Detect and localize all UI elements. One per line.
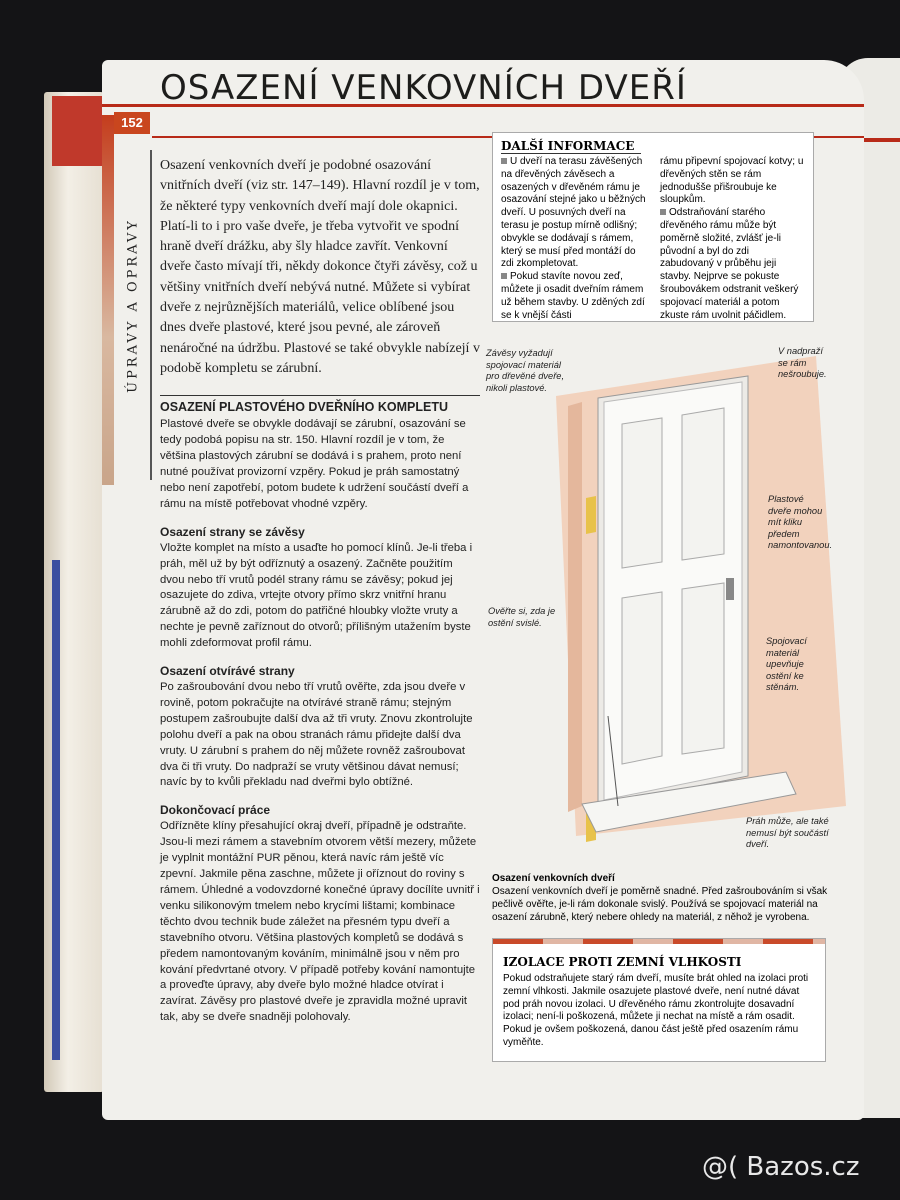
insulation-box [492,938,826,1062]
subheading-hinges: Osazení strany se závěsy [160,524,305,539]
edge-tab-red [52,96,102,166]
bullet-square-icon [660,209,666,215]
book-page [102,60,864,1120]
info-item: rámu připevní spojovací kotvy; u dřevěných stěn se rám jednodušše přišroubuje ke sloupkům. [660,156,804,206]
subheading-finishing: Dokončovací práce [160,803,271,818]
subheading-opening-side: Osazení otvírávé strany [160,664,295,679]
page-title: OSAZENÍ VENKOVNÍCH DVEŘÍ [160,68,687,108]
info-box [492,132,814,322]
bullet-square-icon [501,273,507,279]
left-column [160,156,480,1026]
door-panel [682,583,724,754]
section-heading: OSAZENÍ PLASTOVÉHO DVEŘNÍHO KOMPLETU [160,395,480,414]
intro-paragraph: Osazení venkovních dveří je podobné osazování vnitřních dveří (viz str. 147–149). Hlavní rozdíl je v tom, že některé typy venkovních dveří mají dole okapnici. Platí-li to i pro vaše dveře, je třeba vytvořit ve spodní hraně dveří drážku, aby šly hladce zavřít. Venkovní dveře často mívají tři, někdy dokonce čtyři závěsy, což u většiny vnitřních dveří nebývá nutné. Můžete si vybírat dveře z nejrůznějších materiálů, velice oblíbené jsou dnes dveře plastové, které jsou pevné, ale zároveň nenáročné na údržbu. Plastové se také obvykle nabízejí v podobě kompletu se zárubní. [160,158,480,376]
info-column-2 [660,156,805,322]
insulation-text: Pokud odstraňujete starý rám dveří, musíte brát ohled na izolaci proti zemní vlhkosti. Jakmile osazujete plastové dveře, není nutné dávat pod práh novou izolaci. U dřevěného rámu zkontrolujte dosavadní izolaci; není-li poškozená, můžete ji nechat na místě a rám osadit. Pokud je ovšem poškozená, danou část ještě před osazením rámu vyměňte. [503,973,809,1048]
info-column-1 [501,156,646,322]
info-item: U dveří na terasu závěšených na dřevěných závěsech a osazených v dřevěném rámu je osazování stejné jako u běžných dveří. U posuvných dveří na terasu je postup mírně odlišný; obvykle se dodávají s rámem, který se musí před montáží do zdi zkompletovat. [501,156,646,270]
caption-text: Osazení venkovních dveří je poměrně snadné. Před zašroubováním si však pečlivě ověřte, je-li rám dokonale svislý. Používá se spojovací materiál na osazení zárubně, který nebere ohledy na materiál, z něhož je vyrobena. [492,886,828,923]
caption-title: Osazení venkovních dveří [492,873,615,884]
door-panel [682,408,724,560]
info-item: Pokud stavíte novou zeď, můžete ji osadit dveřním rámem už během stavby. U zděných zdí se k vnější části [501,271,645,321]
edge-tab-blue [52,560,60,1060]
watermark: @( Bazos.cz [702,1152,860,1182]
info-heading: DALŠÍ INFORMACE [501,139,641,154]
text-opening-side: Po zašroubování dvou nebo tří vrutů ověřte, zda jsou dveře v rovině, potom pokračujte na otvírávé straně rámu; stejným postupem zašroubujte další dva až tři vruty. Znovu zkontrolujte polohu dveří a pak na obou stranách rámu přidejte další dva vruty. U zárubní s prahem do něj můžete rovněž zašroubovat dva či tři vruty. Do nadpraží se vruty většinou dávat nemusí; navíc by to kvůli překladu nad dveřmi bylo obtížné. [160,681,473,789]
figure-caption [492,872,832,924]
text-hinges: Vložte komplet na místo a usaďte ho pomocí klínů. Je-li třeba i práh, měl už by být odříznutý a osazený. Začněte použitím dvou nebo tří vrutů podél strany rámu se závěsy; pokud jej osazujete do zdiva, vrtejte otvory přímo skrz vnitřní hranu zárubně až do zdi, potom do patřičné hloubky vložte vruty a nechte je pevně zaříznout do otvorů; přílišným utažením byste mohli zdeformovat profil rámu. [160,541,473,650]
label-hardware: Plastové dveře mohou mít kliku předem namontovanou. [768,494,833,550]
hinge-icon [586,496,596,534]
side-tab-label: ÚPRAVY A OPRAVY [125,218,141,393]
insulation-heading: IZOLACE PROTI ZEMNÍ VLHKOSTI [503,955,742,969]
door-illustration [486,336,846,856]
section-side-tab [116,150,152,480]
text-finishing: Odřízněte klíny přesahující okraj dveří, případně je odstraňte. Jsou-li mezi rámem a stavebním otvorem větší mezery, můžete je vyplnit montážní PUR pěnou, která navíc rám ještě víc zpevní. Jakmile pěna zaschne, můžete ji oříznout do roviny s rámem. Úhledné a vodovzdorné konečné úpravy docílíte uvnitř i venku silikonovým tmelem nebo krycími lištami; kombinace těchto dvou technik bude záležet na přesném typu dveří a stavebního otvoru. Většina plastových kompletů se dodává s předem namontovaným kováním, minimálně jsou v něm pro kování předvrtané otvory. V případě potřeby kování namontujte a proveďte úpravy, aby dveře bylo možné hladce otvírat i zavírat. Závěsy pro plastové dveře je zpravidla možné upravit tak, aby se dveře snadněji polohovaly. [160,820,480,1024]
label-plumb: Ověřte si, zda je ostění svislé. [488,606,556,628]
left-jamb [568,402,582,812]
info-item: Odstraňování starého dřevěného rámu může být poměrně složité, zvlášť je-li původní a byl do zdi zabudovaný v průběhu jeji stavby. Nejprve se pokuste šroubovákem odstranit veškerý spojovací materiál a potom zkuste rám uvolnit páčidlem. [660,207,799,321]
bullet-square-icon [501,158,507,164]
box-stripe [493,939,825,944]
door-panel [622,418,662,568]
side-photo-strip [102,115,114,485]
door-drawing [486,336,846,856]
page-number: 152 [114,112,150,134]
label-sill: Práh může, ale také nemusí být součástí dveří. [746,816,829,849]
label-fixings: Spojovací materiál upevňuje ostění ke stěnám. [766,636,807,692]
label-hinges: Závěsy vyžadují spojovací materiál pro dřevěné dveře, nikoli plastové. [486,348,565,393]
door-handle-icon [726,578,734,600]
door-panel [622,592,662,764]
section-text: Plastové dveře se obvykle dodávají se zárubní, osazování se tedy podobá popisu na str. 150. Hlavní rozdíl je v tom, že většina plastových zárubní se dodává i s prahem, proto není nutné používat provizorní vzpěry. Pokud je práh samostatný nebo není zapotřebí, potom budete k udržení součástí dveří a rámu na místě potřebovat vhodné vzpěry. [160,418,469,510]
label-head: V nadpraží se rám nešroubuje. [778,346,827,379]
